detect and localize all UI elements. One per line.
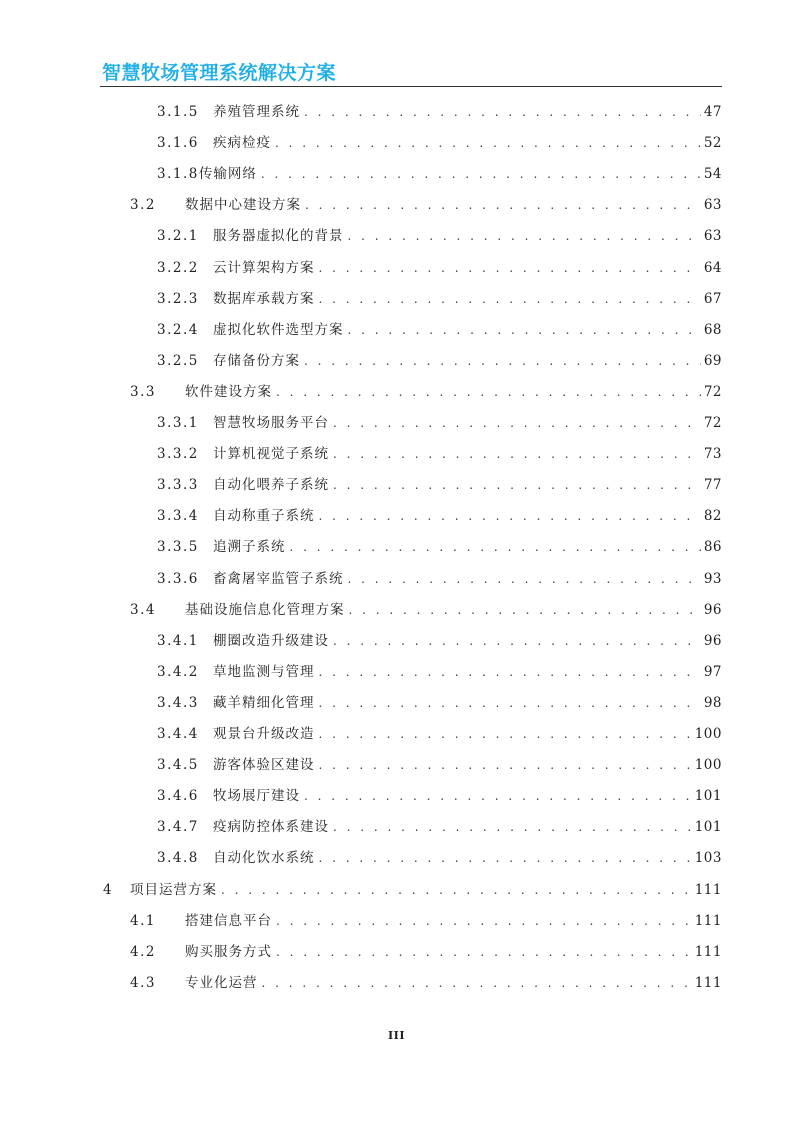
- toc-entry-number: 4: [103, 882, 114, 898]
- toc-entry-title: 项目运营方案: [130, 882, 217, 898]
- toc-entry[interactable]: [157, 688, 722, 719]
- toc-entry-number: 3.2.3: [157, 291, 199, 307]
- toc-entry-page: 97: [703, 664, 722, 680]
- toc-entry-number: 3.4.1: [157, 633, 199, 649]
- toc-entry[interactable]: [130, 595, 722, 626]
- toc-entry-title: 牧场展厅建设: [213, 788, 300, 804]
- toc-entry-number: 3.3.5: [157, 539, 199, 555]
- toc-entry-title: 传输网络: [198, 166, 257, 182]
- toc-entry[interactable]: [157, 843, 722, 874]
- toc-entry-number: 3.2.1: [157, 228, 199, 244]
- toc-entry-page: 98: [703, 695, 722, 711]
- toc-entry-page: 73: [703, 446, 722, 462]
- toc-entry[interactable]: [157, 315, 722, 346]
- toc-entry[interactable]: [157, 626, 722, 657]
- toc-entry-number: 3.4: [130, 602, 156, 618]
- toc-entry-title: 购买服务方式: [185, 944, 272, 960]
- toc-entry-page: 111: [694, 975, 722, 991]
- toc-entry-number: 3.1.8: [157, 166, 199, 182]
- toc-dot-leader: [304, 781, 692, 812]
- toc-entry-page: 69: [703, 353, 722, 369]
- toc-entry-page: 111: [694, 882, 722, 898]
- toc-entry-page: 100: [694, 757, 722, 773]
- toc-entry-number: 3.1.6: [157, 135, 199, 151]
- toc-entry-number: 3.4.3: [157, 695, 199, 711]
- page-number: III: [388, 1029, 405, 1042]
- toc-entry-number: 3.4.7: [157, 819, 199, 835]
- toc-entry[interactable]: [157, 284, 722, 315]
- toc-entry-number: 3.3: [130, 384, 156, 400]
- page-header: [100, 56, 722, 87]
- toc-dot-leader: [333, 408, 701, 439]
- toc-dot-leader: [275, 128, 701, 159]
- toc-dot-leader: [349, 595, 701, 626]
- toc-entry-page: 64: [703, 260, 722, 276]
- toc-entry-page: 103: [694, 850, 722, 866]
- toc-entry-page: 100: [694, 726, 722, 742]
- toc-entry-title: 养殖管理系统: [213, 104, 300, 120]
- toc-entry-title: 软件建设方案: [185, 384, 272, 400]
- toc-dot-leader: [333, 470, 701, 501]
- toc-entry-page: 96: [703, 633, 722, 649]
- toc-entry-title: 观景台升级改造: [213, 726, 315, 742]
- toc-entry-page: 52: [703, 135, 722, 151]
- toc-dot-leader: [262, 968, 692, 999]
- toc-entry-number: 3.2.2: [157, 260, 199, 276]
- toc-dot-leader: [319, 750, 692, 781]
- toc-entry-page: 101: [694, 788, 722, 804]
- toc-entry-title: 专业化运营: [185, 975, 258, 991]
- toc-dot-leader: [333, 439, 701, 470]
- toc-entry-number: 3.3.6: [157, 571, 199, 587]
- toc-entry-number: 3.3.1: [157, 415, 199, 431]
- toc-entry-number: 3.4.8: [157, 850, 199, 866]
- document-title: 智慧牧场管理系统解决方案: [102, 62, 337, 84]
- toc-entry-number: 3.3.2: [157, 446, 199, 462]
- toc-entry-number: 3.4.4: [157, 726, 199, 742]
- toc-dot-leader: [290, 532, 701, 563]
- toc-dot-leader: [319, 688, 701, 719]
- toc-entry-page: 93: [703, 571, 722, 587]
- toc-entry[interactable]: [157, 470, 722, 501]
- toc-entry-title: 虚拟化软件选型方案: [213, 322, 344, 338]
- toc-entry-page: 82: [703, 508, 722, 524]
- toc-entry-title: 疾病检疫: [213, 135, 271, 151]
- toc-entry-title: 自动化喂养子系统: [213, 477, 329, 493]
- toc-entry[interactable]: [157, 159, 722, 190]
- toc-entry-number: 3.3.4: [157, 508, 199, 524]
- toc-entry-page: 77: [703, 477, 722, 493]
- toc-entry[interactable]: [157, 439, 722, 470]
- toc-entry-page: 86: [703, 539, 722, 555]
- toc-entry[interactable]: [157, 719, 722, 750]
- toc-dot-leader: [319, 501, 701, 532]
- toc-entry-title: 计算机视觉子系统: [213, 446, 329, 462]
- toc-entry-title: 搭建信息平台: [185, 913, 272, 929]
- toc-entry[interactable]: [103, 875, 722, 906]
- toc-entry-title: 服务器虚拟化的背景: [213, 228, 344, 244]
- toc-entry[interactable]: [157, 408, 722, 439]
- toc-entry-page: 96: [703, 602, 722, 618]
- toc-entry-title: 智慧牧场服务平台: [213, 415, 329, 431]
- toc-entry-page: 54: [703, 166, 722, 182]
- toc-entry-page: 67: [703, 291, 722, 307]
- toc-dot-leader: [348, 315, 701, 346]
- toc-entry-title: 自动化饮水系统: [213, 850, 315, 866]
- toc-dot-leader: [348, 221, 701, 252]
- toc-entry[interactable]: [157, 128, 722, 159]
- toc-entry-number: 3.1.5: [157, 104, 199, 120]
- toc-entry-page: 72: [703, 384, 722, 400]
- toc-entry-number: 3.2.4: [157, 322, 199, 338]
- toc-entry-title: 云计算架构方案: [213, 260, 315, 276]
- toc-entry-page: 111: [694, 944, 722, 960]
- toc-entry-title: 游客体验区建设: [213, 757, 315, 773]
- toc-dot-leader: [319, 843, 692, 874]
- toc-dot-leader: [348, 564, 701, 595]
- toc-entry-title: 疫病防控体系建设: [213, 819, 329, 835]
- toc-entry-title: 基础设施信息化管理方案: [185, 602, 345, 618]
- toc-dot-leader: [319, 719, 692, 750]
- toc-entry[interactable]: [130, 906, 722, 937]
- toc-entry-number: 3.4.6: [157, 788, 199, 804]
- toc-dot-leader: [304, 97, 701, 128]
- toc-entry-page: 63: [703, 197, 722, 213]
- toc-entry-number: 3.3.3: [157, 477, 199, 493]
- toc-entry[interactable]: [157, 812, 722, 843]
- toc-dot-leader: [319, 284, 701, 315]
- toc-entry-title: 数据中心建设方案: [185, 197, 301, 213]
- toc-entry[interactable]: [157, 221, 722, 252]
- toc-entry-page: 111: [694, 913, 722, 929]
- toc-entry[interactable]: [130, 190, 722, 221]
- toc-entry-number: 3.2: [130, 197, 156, 213]
- toc-dot-leader: [319, 253, 701, 284]
- toc-entry-number: 3.2.5: [157, 353, 199, 369]
- toc-entry-number: 4.3: [130, 975, 156, 991]
- toc-dot-leader: [276, 937, 692, 968]
- toc-dot-leader: [304, 346, 701, 377]
- toc-entry-title: 藏羊精细化管理: [213, 695, 315, 711]
- toc-entry-page: 72: [703, 415, 722, 431]
- toc-entry[interactable]: [157, 501, 722, 532]
- toc-entry[interactable]: [157, 532, 722, 563]
- toc-entry-title: 追溯子系统: [213, 539, 286, 555]
- toc-dot-leader: [261, 159, 701, 190]
- toc-entry-page: 68: [703, 322, 722, 338]
- toc-dot-leader: [221, 875, 692, 906]
- toc-entry-number: 3.4.5: [157, 757, 199, 773]
- toc-dot-leader: [333, 812, 692, 843]
- toc-entry-number: 4.1: [130, 913, 156, 929]
- toc-entry-title: 自动称重子系统: [213, 508, 315, 524]
- toc-entry[interactable]: [157, 781, 722, 812]
- toc-dot-leader: [276, 906, 692, 937]
- toc-entry-title: 数据库承载方案: [213, 291, 315, 307]
- toc-entry-title: 存储备份方案: [213, 353, 300, 369]
- toc-entry[interactable]: [130, 968, 722, 999]
- toc-entry-title: 畜禽屠宰监管子系统: [213, 571, 344, 587]
- toc-entry-page: 101: [694, 819, 722, 835]
- toc-entry[interactable]: [157, 346, 722, 377]
- toc-entry-page: 47: [703, 104, 722, 120]
- toc-entry[interactable]: [157, 750, 722, 781]
- toc-dot-leader: [276, 377, 701, 408]
- toc-dot-leader: [305, 190, 701, 221]
- toc-entry[interactable]: [130, 377, 722, 408]
- toc-entry-page: 63: [703, 228, 722, 244]
- toc-entry[interactable]: [157, 657, 722, 688]
- toc-entry-number: 4.2: [130, 944, 156, 960]
- toc-entry[interactable]: [130, 937, 722, 968]
- toc-entry-title: 草地监测与管理: [213, 664, 315, 680]
- toc-entry[interactable]: [157, 253, 722, 284]
- toc-entry[interactable]: [157, 97, 722, 128]
- toc-dot-leader: [333, 626, 701, 657]
- toc-entry[interactable]: [157, 564, 722, 595]
- toc-entry-number: 3.4.2: [157, 664, 199, 680]
- toc-entry-title: 棚圈改造升级建设: [213, 633, 329, 649]
- toc-dot-leader: [319, 657, 701, 688]
